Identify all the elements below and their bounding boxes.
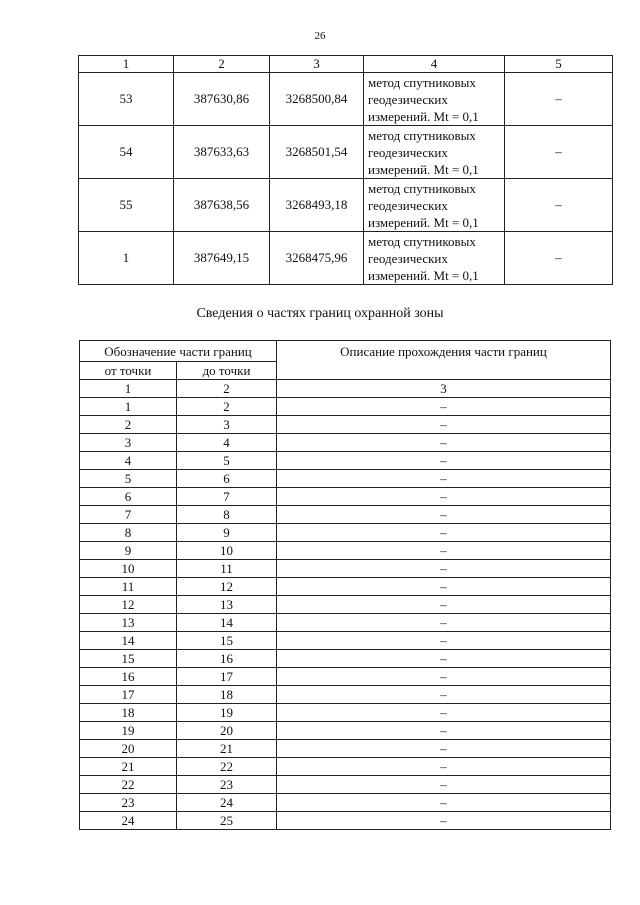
method-line: геодезических xyxy=(368,91,448,107)
coord-header-row xyxy=(79,56,613,73)
table-row xyxy=(80,758,611,776)
point-number: 54 xyxy=(79,126,174,179)
table-row xyxy=(80,614,611,632)
part-description: – xyxy=(277,470,611,488)
point-number: 53 xyxy=(79,73,174,126)
part-description: – xyxy=(277,758,611,776)
part-description: – xyxy=(277,812,611,830)
from-point: 16 xyxy=(80,668,177,686)
from-point: 14 xyxy=(80,632,177,650)
method-description xyxy=(364,126,505,179)
table-row xyxy=(80,542,611,560)
from-point: 6 xyxy=(80,488,177,506)
table-row xyxy=(79,232,613,285)
to-point: 10 xyxy=(177,542,277,560)
column-number: 4 xyxy=(364,56,505,73)
from-point: 11 xyxy=(80,578,177,596)
from-point: 1 xyxy=(80,398,177,416)
table-row xyxy=(80,560,611,578)
to-point: 2 xyxy=(177,398,277,416)
from-point: 4 xyxy=(80,452,177,470)
from-point: 19 xyxy=(80,722,177,740)
to-point: 4 xyxy=(177,434,277,452)
part-description: – xyxy=(277,434,611,452)
table-row xyxy=(80,794,611,812)
table-row xyxy=(80,722,611,740)
column-number: 3 xyxy=(277,380,611,398)
part-description: – xyxy=(277,452,611,470)
parts-numbers-row xyxy=(80,380,611,398)
table-row xyxy=(80,650,611,668)
to-point: 15 xyxy=(177,632,277,650)
x-coordinate: 387638,56 xyxy=(174,179,270,232)
from-point: 15 xyxy=(80,650,177,668)
from-point: 9 xyxy=(80,542,177,560)
to-point: 7 xyxy=(177,488,277,506)
coordinates-table xyxy=(78,55,613,285)
header-part-designation: Обозначение части границ xyxy=(80,341,277,362)
part-description: – xyxy=(277,740,611,758)
header-from-point: от точки xyxy=(80,362,177,380)
to-point: 21 xyxy=(177,740,277,758)
method-line: измерений. Mt = 0,1 xyxy=(368,267,479,283)
from-point: 3 xyxy=(80,434,177,452)
part-description: – xyxy=(277,416,611,434)
part-description: – xyxy=(277,398,611,416)
to-point: 24 xyxy=(177,794,277,812)
method-line: геодезических xyxy=(368,197,448,213)
method-line: метод спутниковых xyxy=(368,180,476,196)
from-point: 22 xyxy=(80,776,177,794)
from-point: 23 xyxy=(80,794,177,812)
from-point: 20 xyxy=(80,740,177,758)
column-number: 3 xyxy=(270,56,364,73)
y-coordinate: 3268501,54 xyxy=(270,126,364,179)
to-point: 12 xyxy=(177,578,277,596)
column-number: 2 xyxy=(177,380,277,398)
column-number: 5 xyxy=(505,56,613,73)
page-number: 26 xyxy=(314,30,326,42)
table-row xyxy=(80,578,611,596)
table-row xyxy=(79,126,613,179)
part-description: – xyxy=(277,650,611,668)
to-point: 23 xyxy=(177,776,277,794)
part-description: – xyxy=(277,668,611,686)
from-point: 21 xyxy=(80,758,177,776)
to-point: 17 xyxy=(177,668,277,686)
to-point: 18 xyxy=(177,686,277,704)
to-point: 22 xyxy=(177,758,277,776)
section-title: Сведения о частях границ охранной зоны xyxy=(196,306,444,321)
method-line: метод спутниковых xyxy=(368,233,476,249)
method-line: метод спутниковых xyxy=(368,127,476,143)
part-description: – xyxy=(277,542,611,560)
from-point: 12 xyxy=(80,596,177,614)
note: – xyxy=(505,73,613,126)
table-row xyxy=(80,632,611,650)
part-description: – xyxy=(277,506,611,524)
note: – xyxy=(505,126,613,179)
header-description: Описание прохождения части границ xyxy=(277,341,611,380)
part-description: – xyxy=(277,488,611,506)
to-point: 8 xyxy=(177,506,277,524)
table-row xyxy=(80,416,611,434)
part-description: – xyxy=(277,632,611,650)
x-coordinate: 387630,86 xyxy=(174,73,270,126)
column-number: 2 xyxy=(174,56,270,73)
part-description: – xyxy=(277,524,611,542)
method-line: метод спутниковых xyxy=(368,74,476,90)
from-point: 2 xyxy=(80,416,177,434)
part-description: – xyxy=(277,560,611,578)
column-number: 1 xyxy=(80,380,177,398)
table-row xyxy=(80,596,611,614)
column-number: 1 xyxy=(79,56,174,73)
from-point: 10 xyxy=(80,560,177,578)
boundary-parts-table xyxy=(79,340,611,830)
part-description: – xyxy=(277,794,611,812)
part-description: – xyxy=(277,686,611,704)
method-description xyxy=(364,73,505,126)
from-point: 5 xyxy=(80,470,177,488)
method-line: измерений. Mt = 0,1 xyxy=(368,214,479,230)
to-point: 9 xyxy=(177,524,277,542)
table-row xyxy=(80,740,611,758)
method-description xyxy=(364,179,505,232)
y-coordinate: 3268500,84 xyxy=(270,73,364,126)
table-row xyxy=(80,776,611,794)
table-row xyxy=(80,470,611,488)
table-row xyxy=(80,686,611,704)
from-point: 17 xyxy=(80,686,177,704)
to-point: 13 xyxy=(177,596,277,614)
table-row xyxy=(80,812,611,830)
to-point: 3 xyxy=(177,416,277,434)
to-point: 5 xyxy=(177,452,277,470)
to-point: 14 xyxy=(177,614,277,632)
to-point: 6 xyxy=(177,470,277,488)
method-line: геодезических xyxy=(368,250,448,266)
part-description: – xyxy=(277,704,611,722)
to-point: 19 xyxy=(177,704,277,722)
from-point: 13 xyxy=(80,614,177,632)
to-point: 25 xyxy=(177,812,277,830)
to-point: 11 xyxy=(177,560,277,578)
table-row xyxy=(80,506,611,524)
to-point: 20 xyxy=(177,722,277,740)
table-row xyxy=(80,668,611,686)
part-description: – xyxy=(277,614,611,632)
part-description: – xyxy=(277,578,611,596)
table-row xyxy=(80,452,611,470)
from-point: 8 xyxy=(80,524,177,542)
point-number: 55 xyxy=(79,179,174,232)
from-point: 18 xyxy=(80,704,177,722)
to-point: 16 xyxy=(177,650,277,668)
from-point: 24 xyxy=(80,812,177,830)
x-coordinate: 387633,63 xyxy=(174,126,270,179)
y-coordinate: 3268493,18 xyxy=(270,179,364,232)
part-description: – xyxy=(277,596,611,614)
point-number: 1 xyxy=(79,232,174,285)
header-to-point: до точки xyxy=(177,362,277,380)
table-row xyxy=(79,179,613,232)
table-row xyxy=(80,398,611,416)
part-description: – xyxy=(277,776,611,794)
part-description: – xyxy=(277,722,611,740)
y-coordinate: 3268475,96 xyxy=(270,232,364,285)
method-line: измерений. Mt = 0,1 xyxy=(368,161,479,177)
note: – xyxy=(505,179,613,232)
table-row xyxy=(80,488,611,506)
method-line: геодезических xyxy=(368,144,448,160)
table-row xyxy=(80,524,611,542)
table-row xyxy=(79,73,613,126)
method-description xyxy=(364,232,505,285)
method-line: измерений. Mt = 0,1 xyxy=(368,108,479,124)
table-row xyxy=(80,434,611,452)
from-point: 7 xyxy=(80,506,177,524)
table-row xyxy=(80,704,611,722)
x-coordinate: 387649,15 xyxy=(174,232,270,285)
parts-header-row xyxy=(80,341,611,362)
note: – xyxy=(505,232,613,285)
